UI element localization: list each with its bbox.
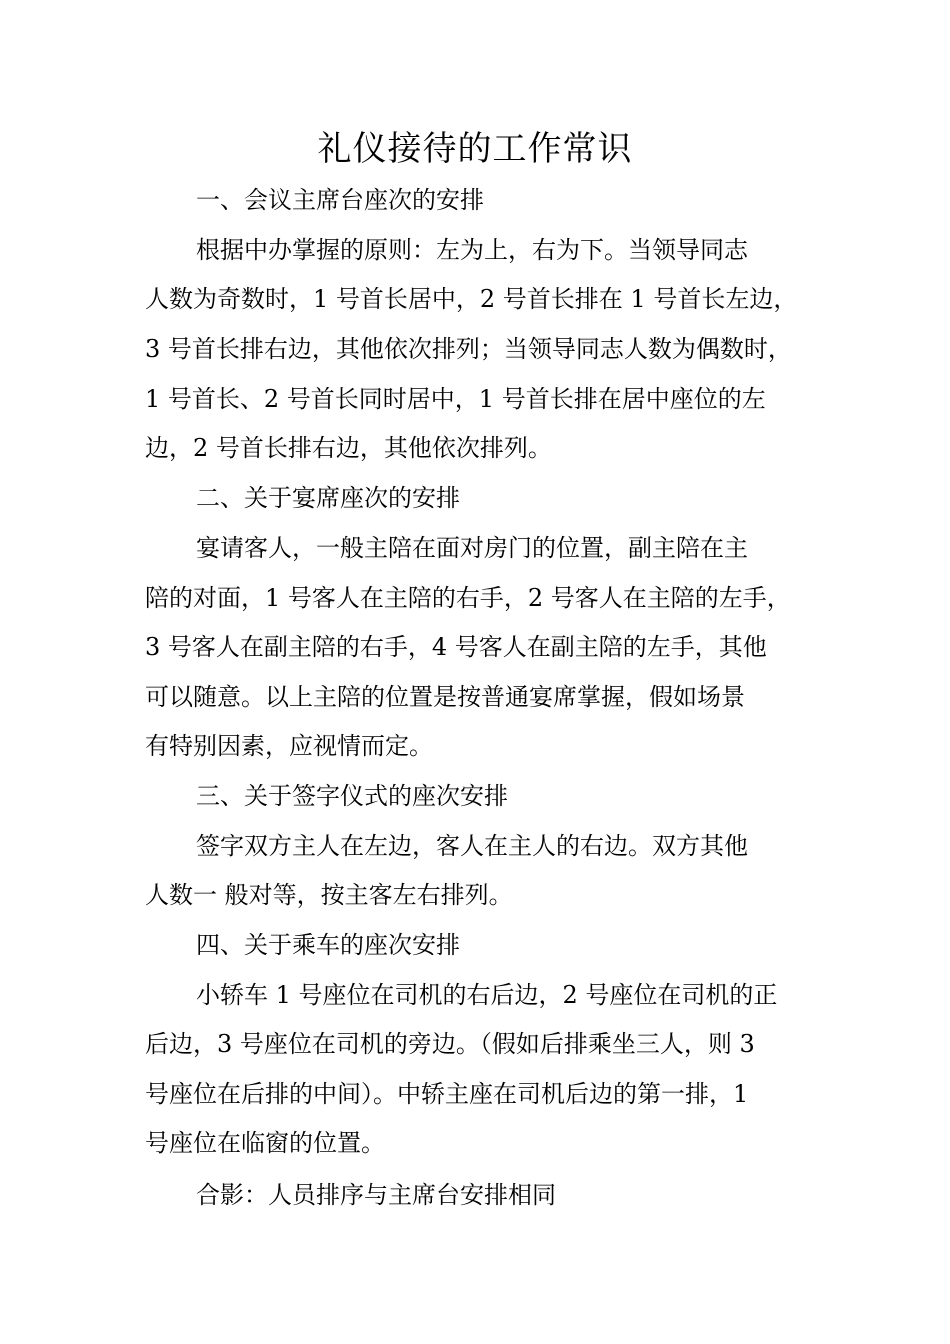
section-3-line-2: 人数一 般对等，按主客左右排列。 bbox=[145, 881, 513, 909]
section-3-line-1: 签字双方主人在左边，客人在主人的右边。双方其他 bbox=[196, 832, 748, 860]
section-2-line-4: 可以随意。以上主陪的位置是按普通宴席掌握，假如场景 bbox=[145, 683, 745, 711]
section-1-line-4: 1 号首长、2 号首长同时居中，1 号首长排在居中座位的左 bbox=[145, 385, 766, 413]
section-2-line-3: 3 号客人在副主陪的右手，4 号客人在副主陪的左手，其他 bbox=[145, 633, 767, 661]
section-4-line-2: 后边，3 号座位在司机的旁边。（假如后排乘坐三人，则 3 bbox=[145, 1030, 755, 1058]
section-1-line-5: 边，2 号首长排右边，其他依次排列。 bbox=[145, 434, 552, 462]
section-3-heading: 三、关于签字仪式的座次安排 bbox=[196, 782, 508, 810]
section-1-heading: 一、会议主席台座次的安排 bbox=[196, 186, 484, 214]
section-4-heading: 四、关于乘车的座次安排 bbox=[196, 931, 460, 959]
section-1-line-2: 人数为奇数时，1 号首长居中，2 号首长排在 1 号首长左边， bbox=[145, 285, 798, 313]
section-2-line-2: 陪的对面，1 号客人在主陪的右手，2 号客人在主陪的左手， bbox=[145, 584, 791, 612]
section-4-line-1: 小轿车 1 号座位在司机的右后边，2 号座位在司机的正 bbox=[196, 981, 778, 1009]
section-2-heading: 二、关于宴席座次的安排 bbox=[196, 484, 460, 512]
section-1-line-1: 根据中办掌握的原则：左为上，右为下。当领导同志 bbox=[196, 236, 748, 264]
section-2-line-5: 有特别因素，应视情而定。 bbox=[145, 732, 433, 760]
document-title: 礼仪接待的工作常识 bbox=[317, 129, 633, 169]
section-4-line-3: 号座位在后排的中间）。中轿主座在司机后边的第一排，1 bbox=[145, 1080, 749, 1108]
section-1-line-3: 3 号首长排右边，其他依次排列；当领导同志人数为偶数时， bbox=[145, 335, 792, 363]
section-5-heading: 合影：人员排序与主席台安排相同 bbox=[196, 1181, 556, 1209]
section-2-line-1: 宴请客人，一般主陪在面对房门的位置，副主陪在主 bbox=[196, 534, 748, 562]
section-4-line-4: 号座位在临窗的位置。 bbox=[145, 1129, 385, 1157]
